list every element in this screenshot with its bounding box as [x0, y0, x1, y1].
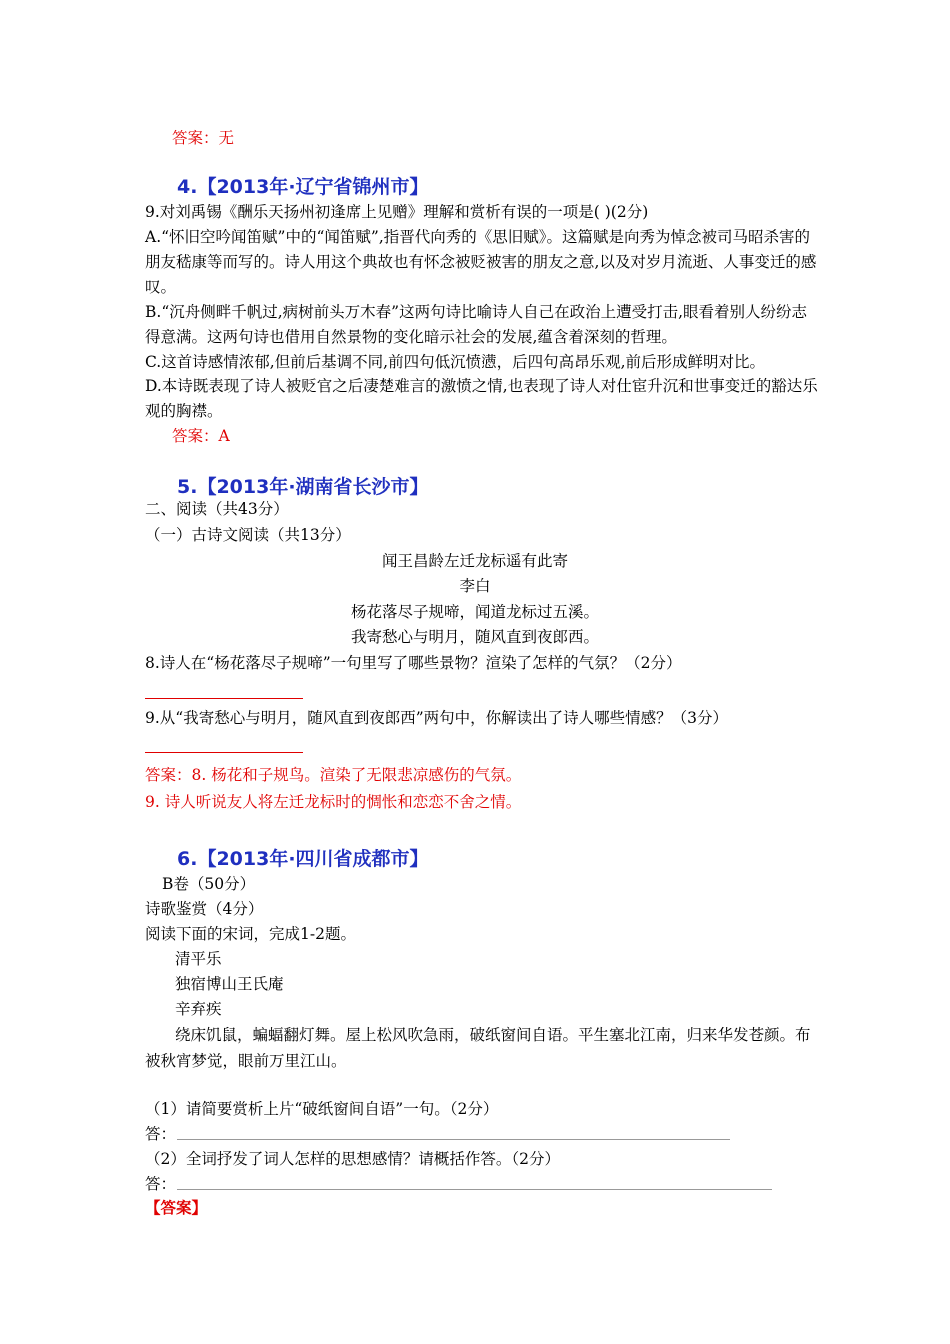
- answer-8: 答案：8. 杨花和子规鸟。渲染了无限悲凉感伤的气氛。: [145, 766, 522, 784]
- ci-text: 绕床饥鼠，蝙蝠翻灯舞。屋上松风吹急雨，破纸窗间自语。平生塞北江南，归来华发苍颜。布被秋宵梦觉，眼前万里江山。: [145, 1026, 811, 1070]
- section-6-instruction: 阅读下面的宋词，完成1-2题。: [145, 925, 356, 943]
- section-6-heading: 6.【2013年·四川省成都市】: [177, 848, 429, 870]
- ci-title: 清平乐: [175, 950, 222, 968]
- section-5-heading: 5.【2013年·湖南省长沙市】: [177, 476, 429, 498]
- poem-line-2: 我寄愁心与明月，随风直到夜郎西。: [350, 628, 599, 646]
- ci-author: 辛弃疾: [175, 1000, 222, 1018]
- answer-blank-2: [177, 1189, 772, 1190]
- poem-title: 闻王昌龄左迁龙标遥有此寄: [381, 552, 568, 570]
- section-5-part: 二、阅读（共43分）: [145, 500, 289, 518]
- section-4-heading: 4.【2013年·辽宁省锦州市】: [177, 176, 429, 198]
- answer-blank-1: [177, 1139, 730, 1140]
- option-a: A.“怀旧空吟闻笛赋”中的“闻笛赋”,指晋代向秀的《思旧赋》。这篇赋是向秀为悼念被司马昭杀害的朋友嵇康等而写的。诗人用这个典故也有怀念被贬被害的朋友之意,以及对岁月流逝、人事变迁的感叹。: [145, 228, 817, 296]
- answer-tag: 【答案】: [145, 1198, 208, 1217]
- section-4-question: 9.对刘禹锡《酬乐天扬州初逢席上见赠》理解和赏析有误的一项是( )(2分): [145, 203, 649, 221]
- answer-3: 答案：无: [172, 129, 235, 147]
- question-1: （1）请简要赏析上片“破纸窗间自语”一句。（2分）: [145, 1100, 499, 1118]
- poem-author: 李白: [459, 577, 491, 595]
- question-8: 8.诗人在“杨花落尽子规啼”一句里写了哪些景物？渲染了怎样的气氛？（2分）: [145, 654, 682, 672]
- section-6-sub: 诗歌鉴赏（4分）: [145, 900, 264, 918]
- question-2: （2）全词抒发了词人怎样的思想感情？请概括作答。（2分）: [145, 1150, 560, 1168]
- option-b: B.“沉舟侧畔千帆过,病树前头万木春”这两句诗比喻诗人自己在政治上遭受打击,眼看着别人纷纷志得意满。这两句诗也借用自然景物的变化暗示社会的发展,蕴含着深刻的哲理。: [145, 303, 808, 346]
- ci-subtitle: 独宿博山王氏庵: [175, 975, 284, 993]
- section-5-sub: （一）古诗文阅读（共13分）: [145, 526, 351, 544]
- answer-label-1: 答：: [145, 1125, 177, 1143]
- question-9: 9.从“我寄愁心与明月，随风直到夜郎西”两句中，你解读出了诗人哪些情感？（3分）: [145, 709, 729, 727]
- answer-line-8: [145, 698, 303, 699]
- answer-9: 9. 诗人听说友人将左迁龙标时的惆怅和恋恋不舍之情。: [145, 793, 522, 811]
- answer-label-2: 答：: [145, 1175, 177, 1193]
- poem-line-1: 杨花落尽子规啼，闻道龙标过五溪。: [350, 603, 599, 621]
- answer-line-9: [145, 752, 303, 753]
- option-d: D.本诗既表现了诗人被贬官之后凄楚难言的激愤之情,也表现了诗人对仕宦升沉和世事变迁的豁达乐观的胸襟。: [145, 377, 818, 420]
- section-6-part: B卷（50分）: [162, 875, 256, 893]
- option-c: C.这首诗感情浓郁,但前后基调不同,前四句低沉愤懑，后四句高昂乐观,前后形成鲜明对比。: [145, 353, 766, 371]
- section-4-answer: 答案：A: [172, 427, 230, 445]
